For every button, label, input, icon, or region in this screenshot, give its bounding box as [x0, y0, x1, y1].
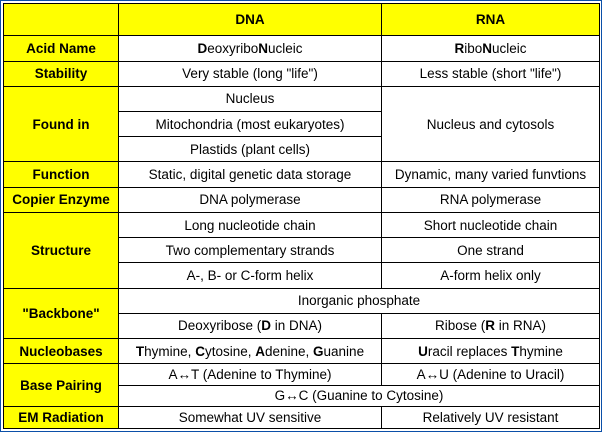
acid-name-rna-cell: RiboNucleic — [382, 36, 600, 61]
backbone-dna-cell: Deoxyribose (D in DNA) — [119, 313, 382, 338]
found-in-dna-cell: Nucleus — [119, 86, 382, 111]
row-label-em-radiation: EM Radiation — [4, 406, 119, 428]
header-dna: DNA — [119, 4, 382, 36]
stability-dna-cell: Very stable (long "life") — [119, 61, 382, 86]
em-radiation-dna-cell: Somewhat UV sensitive — [119, 406, 382, 428]
stability-rna-cell: Less stable (short "life") — [382, 61, 600, 86]
row-label-base-pairing: Base Pairing — [4, 364, 119, 406]
base-pairing-dna-cell: A↔T (Adenine to Thymine) — [119, 364, 382, 385]
table-row — [4, 162, 600, 187]
row-label-backbone: "Backbone" — [4, 288, 119, 338]
em-radiation-rna-cell: Relatively UV resistant — [382, 406, 600, 428]
table-row — [4, 61, 600, 86]
header-corner-cell — [4, 4, 119, 36]
row-label-stability: Stability — [4, 61, 119, 86]
dna-rna-comparison-table — [3, 3, 600, 429]
header-row — [4, 4, 600, 36]
copier-enzyme-dna-cell: DNA polymerase — [119, 187, 382, 212]
row-label-found-in: Found in — [4, 86, 119, 162]
table-row — [4, 187, 600, 212]
structure-rna-cell: One strand — [382, 238, 600, 263]
structure-dna-cell: Long nucleotide chain — [119, 212, 382, 237]
structure-rna-cell: Short nucleotide chain — [382, 212, 600, 237]
function-rna-cell: Dynamic, many varied funvtions — [382, 162, 600, 187]
structure-dna-cell: A-, B- or C-form helix — [119, 263, 382, 288]
row-label-copier-enzyme: Copier Enzyme — [4, 187, 119, 212]
table-row — [4, 288, 600, 313]
row-label-function: Function — [4, 162, 119, 187]
nucleobases-rna-cell: Uracil replaces Thymine — [382, 339, 600, 364]
base-pairing-shared-cell: G↔C (Guanine to Cytosine) — [119, 385, 600, 406]
row-label-acid-name: Acid Name — [4, 36, 119, 61]
row-label-structure: Structure — [4, 212, 119, 288]
backbone-rna-cell: Ribose (R in RNA) — [382, 313, 600, 338]
found-in-dna-cell: Plastids (plant cells) — [119, 137, 382, 162]
structure-dna-cell: Two complementary strands — [119, 238, 382, 263]
structure-rna-cell: A-form helix only — [382, 263, 600, 288]
table-row — [4, 36, 600, 61]
acid-name-dna-cell: DeoxyriboNucleic — [119, 36, 382, 61]
table-row — [4, 86, 600, 111]
function-dna-cell: Static, digital genetic data storage — [119, 162, 382, 187]
base-pairing-rna-cell: A↔U (Adenine to Uracil) — [382, 364, 600, 385]
table-row — [4, 339, 600, 364]
copier-enzyme-rna-cell: RNA polymerase — [382, 187, 600, 212]
backbone-shared-cell: Inorganic phosphate — [119, 288, 600, 313]
found-in-dna-cell: Mitochondria (most eukaryotes) — [119, 112, 382, 137]
table-row — [4, 212, 600, 237]
table-row — [4, 364, 600, 385]
header-rna: RNA — [382, 4, 600, 36]
nucleobases-dna-cell: Thymine, Cytosine, Adenine, Guanine — [119, 339, 382, 364]
row-label-nucleobases: Nucleobases — [4, 339, 119, 364]
found-in-rna-cell: Nucleus and cytosols — [382, 86, 600, 162]
table-row — [4, 406, 600, 428]
